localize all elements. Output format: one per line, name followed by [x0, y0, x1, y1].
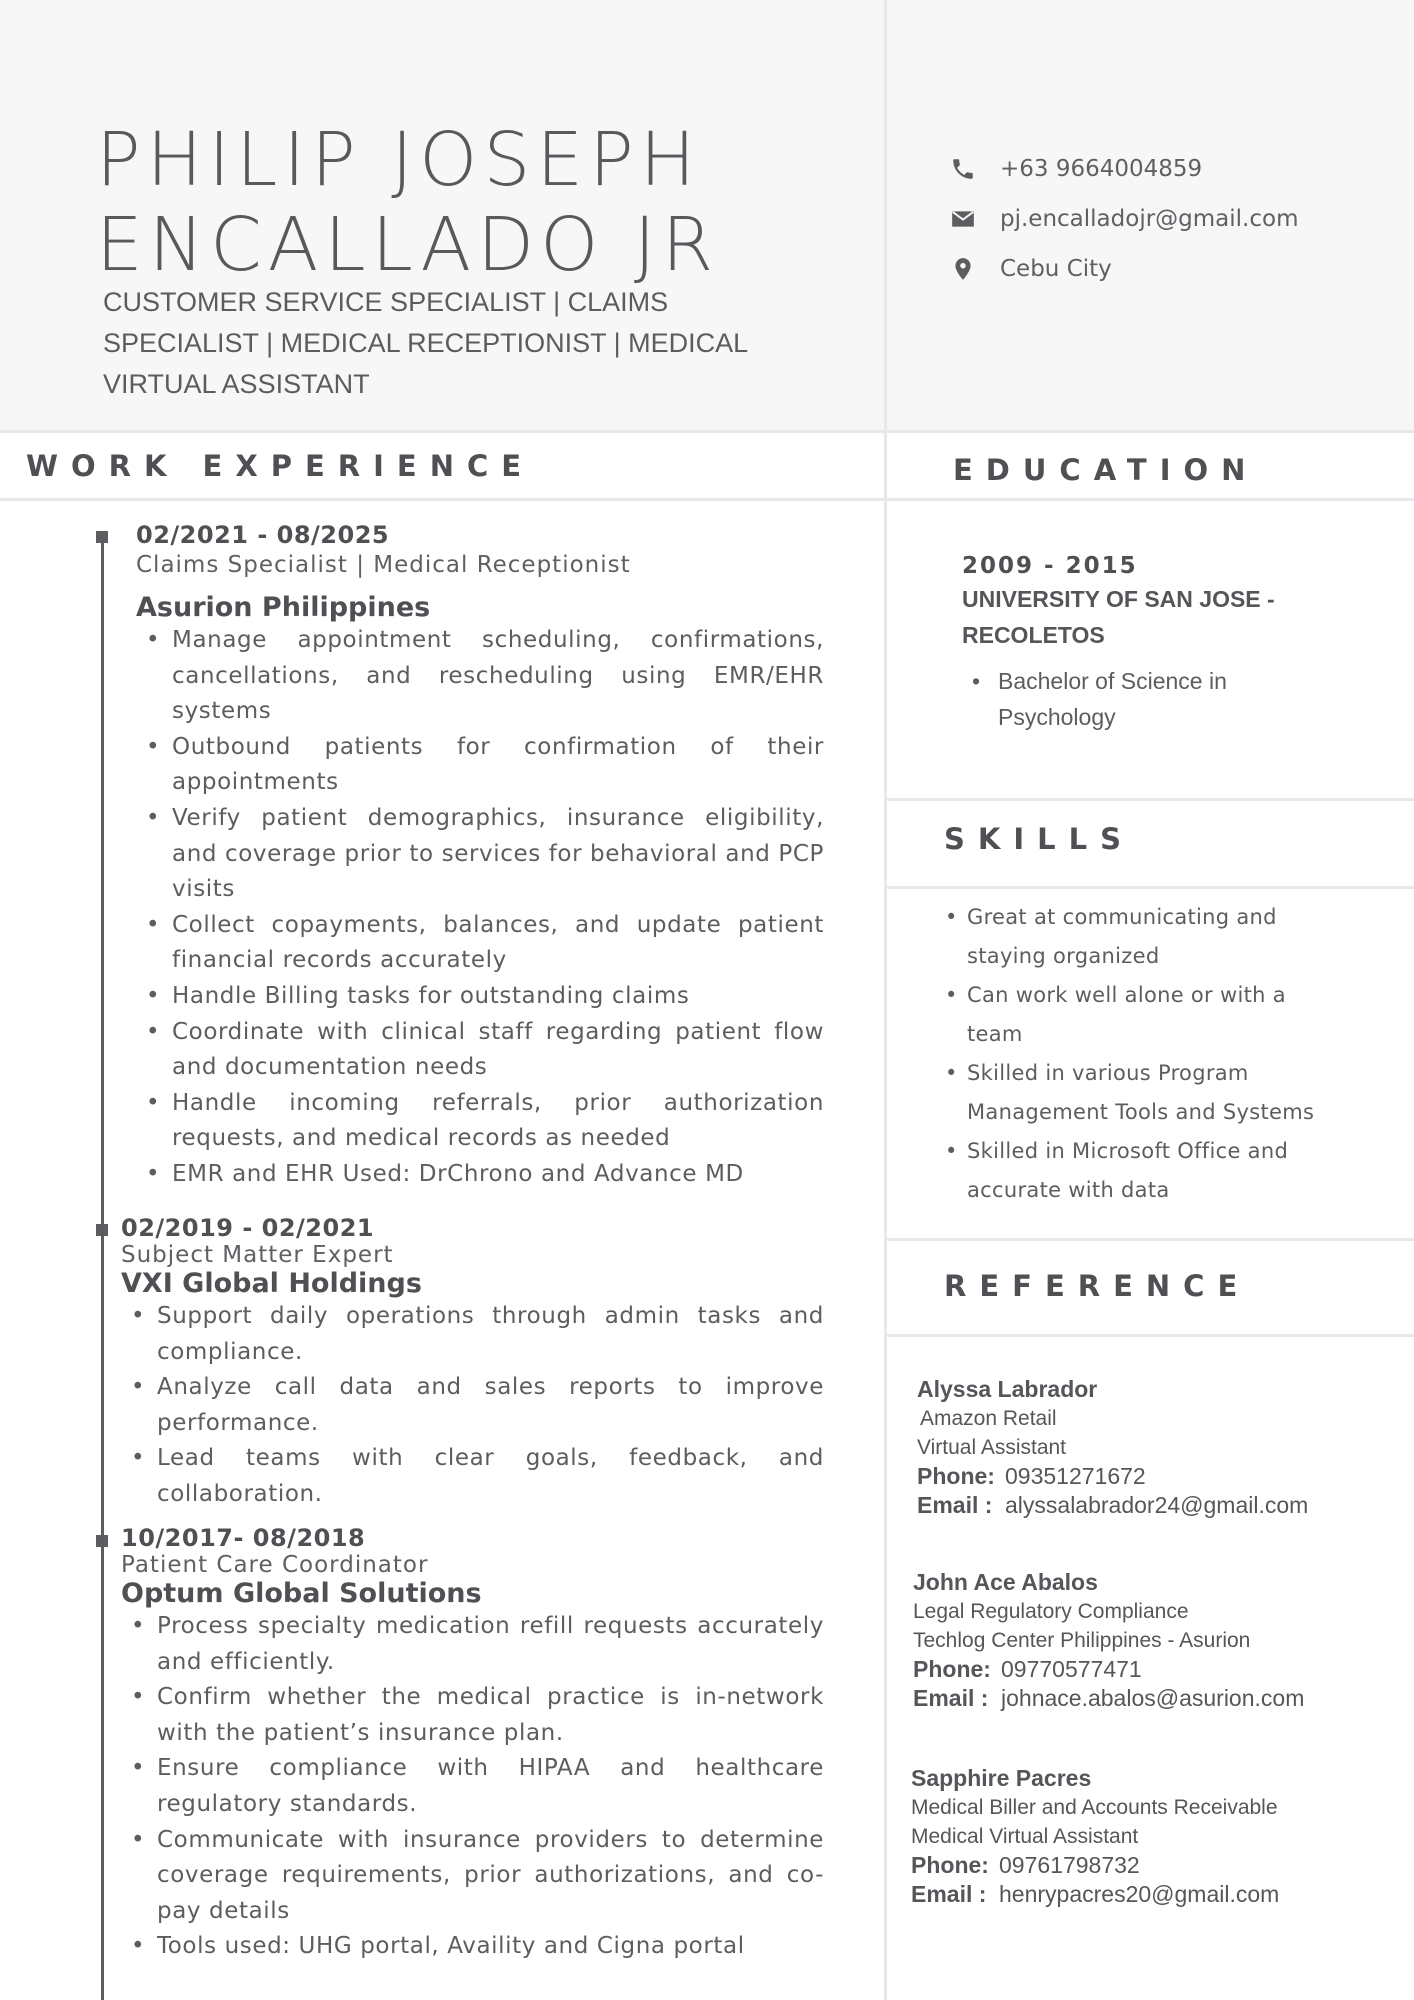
email-address: pj.encalladojr@gmail.com — [1000, 206, 1299, 232]
location-text: Cebu City — [1000, 256, 1112, 282]
job-company: Asurion Philippines — [136, 592, 431, 623]
divider — [887, 1238, 1414, 1241]
list-item: • Skilled in various Program Management Tools and Systems — [935, 1054, 1335, 1132]
skills-list — [935, 898, 1335, 1210]
phone-icon — [950, 156, 976, 182]
reference-name: Alyssa Labrador — [917, 1376, 1098, 1402]
list-item: • Lead teams with clear goals, feedback, and collaboration. — [121, 1441, 824, 1512]
reference-entry — [917, 1375, 1377, 1520]
list-item: • Analyze call data and sales reports to improve performance. — [121, 1370, 824, 1441]
divider — [887, 886, 1414, 889]
phone-label: Phone: — [917, 1463, 995, 1489]
list-item: • Can work well alone or with a team — [935, 976, 1335, 1054]
list-item: • Communicate with insurance providers to determine coverage requirements, prior authorizations, and co-pay details — [121, 1823, 824, 1930]
skills-heading: SKILLS — [944, 822, 1134, 856]
job-company: Optum Global Solutions — [121, 1578, 482, 1609]
reference-entry — [913, 1568, 1373, 1713]
professional-title: CUSTOMER SERVICE SPECIALIST | CLAIMS SPECIALIST | MEDICAL RECEPTIONIST | MEDICAL VIRTUAL ASSISTANT — [103, 287, 748, 399]
name-line-1: PHILIP JOSEPH — [96, 117, 702, 203]
list-item: • Process specialty medication refill requests accurately and efficiently. — [121, 1609, 824, 1680]
divider — [887, 1334, 1414, 1337]
list-item: • Collect copayments, balances, and update patient financial records accurately — [136, 908, 824, 979]
job-company: VXI Global Holdings — [121, 1268, 422, 1299]
list-item: • Manage appointment scheduling, confirmations, cancellations, and rescheduling using EMR/EHR systems — [136, 623, 824, 730]
reference-entry — [911, 1764, 1381, 1909]
reference-email — [917, 1491, 1377, 1520]
reference-email — [913, 1684, 1373, 1713]
email-value: henrypacres20@gmail.com — [999, 1881, 1280, 1907]
email-value: alyssalabrador24@gmail.com — [1005, 1492, 1309, 1518]
reference-phone — [911, 1851, 1381, 1880]
job-role: Subject Matter Expert — [121, 1242, 394, 1268]
reference-phone — [917, 1462, 1377, 1491]
name-line-2: ENCALLADO JR — [96, 202, 720, 288]
list-item: • Bachelor of Science in Psychology — [962, 663, 1292, 735]
education-heading: EDUCATION — [953, 453, 1259, 487]
timeline-marker — [96, 1535, 108, 1547]
timeline-marker — [96, 531, 108, 543]
job-duties — [121, 1609, 824, 1965]
education-details — [962, 663, 1292, 735]
reference-name: John Ace Abalos — [913, 1569, 1098, 1595]
job-entry — [136, 521, 824, 1193]
job-role: Patient Care Coordinator — [121, 1552, 429, 1578]
job-entry — [121, 1214, 824, 1513]
job-entry — [121, 1524, 824, 1965]
list-item: • Tools used: UHG portal, Availity and Cigna portal — [121, 1929, 824, 1965]
column-divider — [884, 0, 887, 2000]
email-label: Email : — [911, 1881, 987, 1907]
education-school: UNIVERSITY OF SAN JOSE - RECOLETOS — [962, 586, 1275, 648]
list-item: • Coordinate with clinical staff regarding patient flow and documentation needs — [136, 1015, 824, 1086]
education-entry — [962, 553, 1292, 735]
job-duties — [121, 1299, 824, 1513]
divider — [0, 498, 1414, 501]
phone-label: Phone: — [913, 1656, 991, 1682]
job-date: 02/2021 - 08/2025 — [136, 521, 390, 549]
location-icon — [950, 256, 976, 282]
job-duties — [136, 623, 824, 1193]
phone-value: 09761798732 — [999, 1852, 1140, 1878]
reference-position: Medical Virtual Assistant — [911, 1825, 1139, 1848]
email-label: Email : — [913, 1685, 989, 1711]
list-item: • Great at communicating and staying organized — [935, 898, 1335, 976]
timeline-line — [101, 533, 104, 2000]
list-item: • Skilled in Microsoft Office and accurate with data — [935, 1132, 1335, 1210]
phone-value: 09770577471 — [1001, 1656, 1142, 1682]
list-item: • Outbound patients for confirmation of their appointments — [136, 730, 824, 801]
job-role: Claims Specialist | Medical Receptionist — [136, 552, 631, 578]
education-date: 2009 - 2015 — [962, 553, 1138, 579]
applicant-name — [96, 118, 719, 288]
phone-label: Phone: — [911, 1852, 989, 1878]
contact-location — [950, 256, 1112, 282]
email-icon — [950, 206, 976, 232]
timeline-marker — [96, 1224, 108, 1236]
list-item: • Support daily operations through admin tasks and compliance. — [121, 1299, 824, 1370]
reference-email — [911, 1880, 1381, 1909]
job-date: 02/2019 - 02/2021 — [121, 1214, 375, 1242]
reference-position: Virtual Assistant — [917, 1436, 1067, 1459]
contact-phone[interactable] — [950, 156, 1202, 182]
divider — [887, 798, 1414, 801]
reference-phone — [913, 1655, 1373, 1684]
list-item: • Handle incoming referrals, prior authorization requests, and medical records as needed — [136, 1086, 824, 1157]
job-date: 10/2017- 08/2018 — [121, 1524, 366, 1552]
reference-company: Legal Regulatory Compliance — [913, 1600, 1189, 1623]
reference-company: Amazon Retail — [920, 1407, 1057, 1430]
reference-heading: REFERENCE — [944, 1269, 1251, 1303]
email-label: Email : — [917, 1492, 993, 1518]
list-item: • Confirm whether the medical practice is in-network with the patient’s insurance plan. — [121, 1680, 824, 1751]
divider — [0, 430, 1414, 433]
email-value: johnace.abalos@asurion.com — [1001, 1685, 1305, 1711]
contact-email[interactable] — [950, 206, 1298, 232]
list-item: • Handle Billing tasks for outstanding claims — [136, 979, 824, 1015]
list-item: • Verify patient demographics, insurance eligibility, and coverage prior to services for behavioral and PCP visits — [136, 801, 824, 908]
reference-company: Medical Biller and Accounts Receivable — [911, 1796, 1278, 1819]
phone-value: 09351271672 — [1005, 1463, 1146, 1489]
phone-number: +63 9664004859 — [1000, 156, 1203, 182]
work-experience-heading: WORK EXPERIENCE — [26, 449, 535, 483]
list-item: • EMR and EHR Used: DrChrono and Advance MD — [136, 1157, 824, 1193]
reference-name: Sapphire Pacres — [911, 1765, 1092, 1791]
reference-position: Techlog Center Philippines - Asurion — [913, 1629, 1251, 1652]
list-item: • Ensure compliance with HIPAA and healthcare regulatory standards. — [121, 1751, 824, 1822]
